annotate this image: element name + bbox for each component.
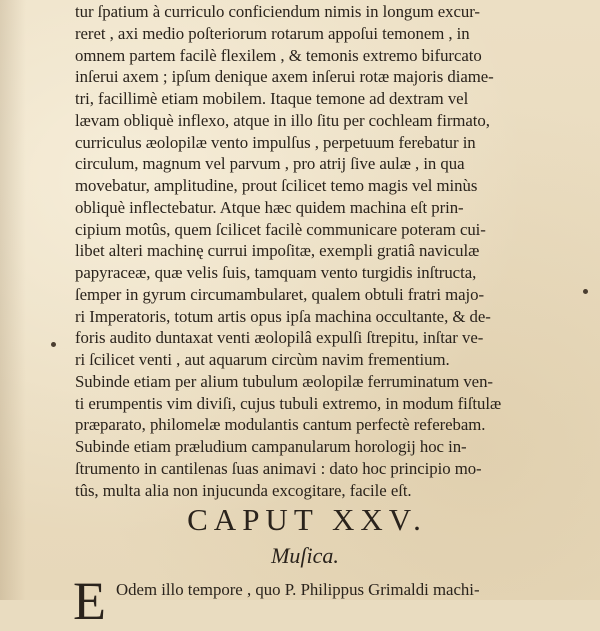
text-line: Subinde etiam per alium tubulum æolopilæ ferruminatum ven- bbox=[75, 371, 493, 391]
text-line: curriculus æolopilæ vento impulſus , perpetuum ferebatur in bbox=[75, 132, 476, 152]
text-line: obliquè inflectebatur. Atque hæc quidem machina eſt prin- bbox=[75, 197, 464, 217]
text-line: papyraceæ, quæ velis ſuis, tamquam vento turgidis inſtructa, bbox=[75, 263, 477, 282]
text-line: cipium motûs, quem ſcilicet facilè communicare poteram cui- bbox=[75, 219, 486, 239]
text-line: libet alteri machinę currui impoſitæ, exempli gratiâ naviculæ bbox=[75, 241, 480, 261]
text-line: tri, facillimè etiam mobilem. Itaque temone ad dextram vel bbox=[75, 89, 469, 108]
text-line: reret , axi medio poſteriorum rotarum appoſui temonem , in bbox=[75, 23, 470, 43]
paragraph-first-line: Odem illo tempore , quo P. Philippus Grimaldi machi- bbox=[116, 580, 480, 599]
ink-spot bbox=[583, 289, 588, 294]
text-line: tûs, multa alia non injucunda excogitare, facile eſt. bbox=[75, 480, 412, 500]
text-line: movebatur, amplitudine, prout ſcilicet temo magis vel minùs bbox=[75, 176, 478, 195]
drop-cap: E bbox=[73, 571, 106, 631]
text-line: præparato, philomelæ modulantis cantum perfectè referebam. bbox=[75, 415, 486, 435]
text-line: ti erumpentis vim diviſi, cujus tubuli extremo, in modum fiſtulæ bbox=[75, 393, 502, 413]
text-line: tur ſpatium à curriculo conficiendum nimis in longum excur- bbox=[75, 2, 480, 21]
text-line: ri Imperatoris, totum artis opus ipſa machina occultante, & de- bbox=[75, 306, 491, 326]
text-line: foris audito duntaxat venti æolopilâ expulſi ſtrepitu, inſtar ve- bbox=[75, 328, 484, 348]
text-line: Subinde etiam præludium campanularum horologij hoc in- bbox=[75, 437, 467, 456]
text-line: lævam obliquè inflexo, atque in illo ſitu per cochleam firmato, bbox=[75, 110, 490, 130]
text-line: ſtrumento in cantilenas ſuas animavi : dato hoc principio mo- bbox=[75, 458, 482, 478]
text-line: circulum, magnum vel parvum , pro atrij ſive aulæ , in qua bbox=[75, 154, 465, 174]
text-line: inſerui axem ; ipſum denique axem inſerui rotæ majoris diame- bbox=[75, 67, 494, 87]
text-line: ſemper in gyrum circumambularet, qualem obtuli fratri majo- bbox=[75, 284, 484, 304]
text-line: omnem partem facilè flexilem , & temonis extremo bifurcato bbox=[75, 45, 482, 65]
text-line: ri ſcilicet venti , aut aquarum circùm navim frementium. bbox=[75, 350, 450, 369]
body-text-block bbox=[75, 1, 545, 501]
chapter-subheading: Muſica. bbox=[271, 543, 339, 568]
ink-spot bbox=[51, 342, 56, 347]
chapter-heading: CAPUT XXV. bbox=[187, 502, 427, 537]
